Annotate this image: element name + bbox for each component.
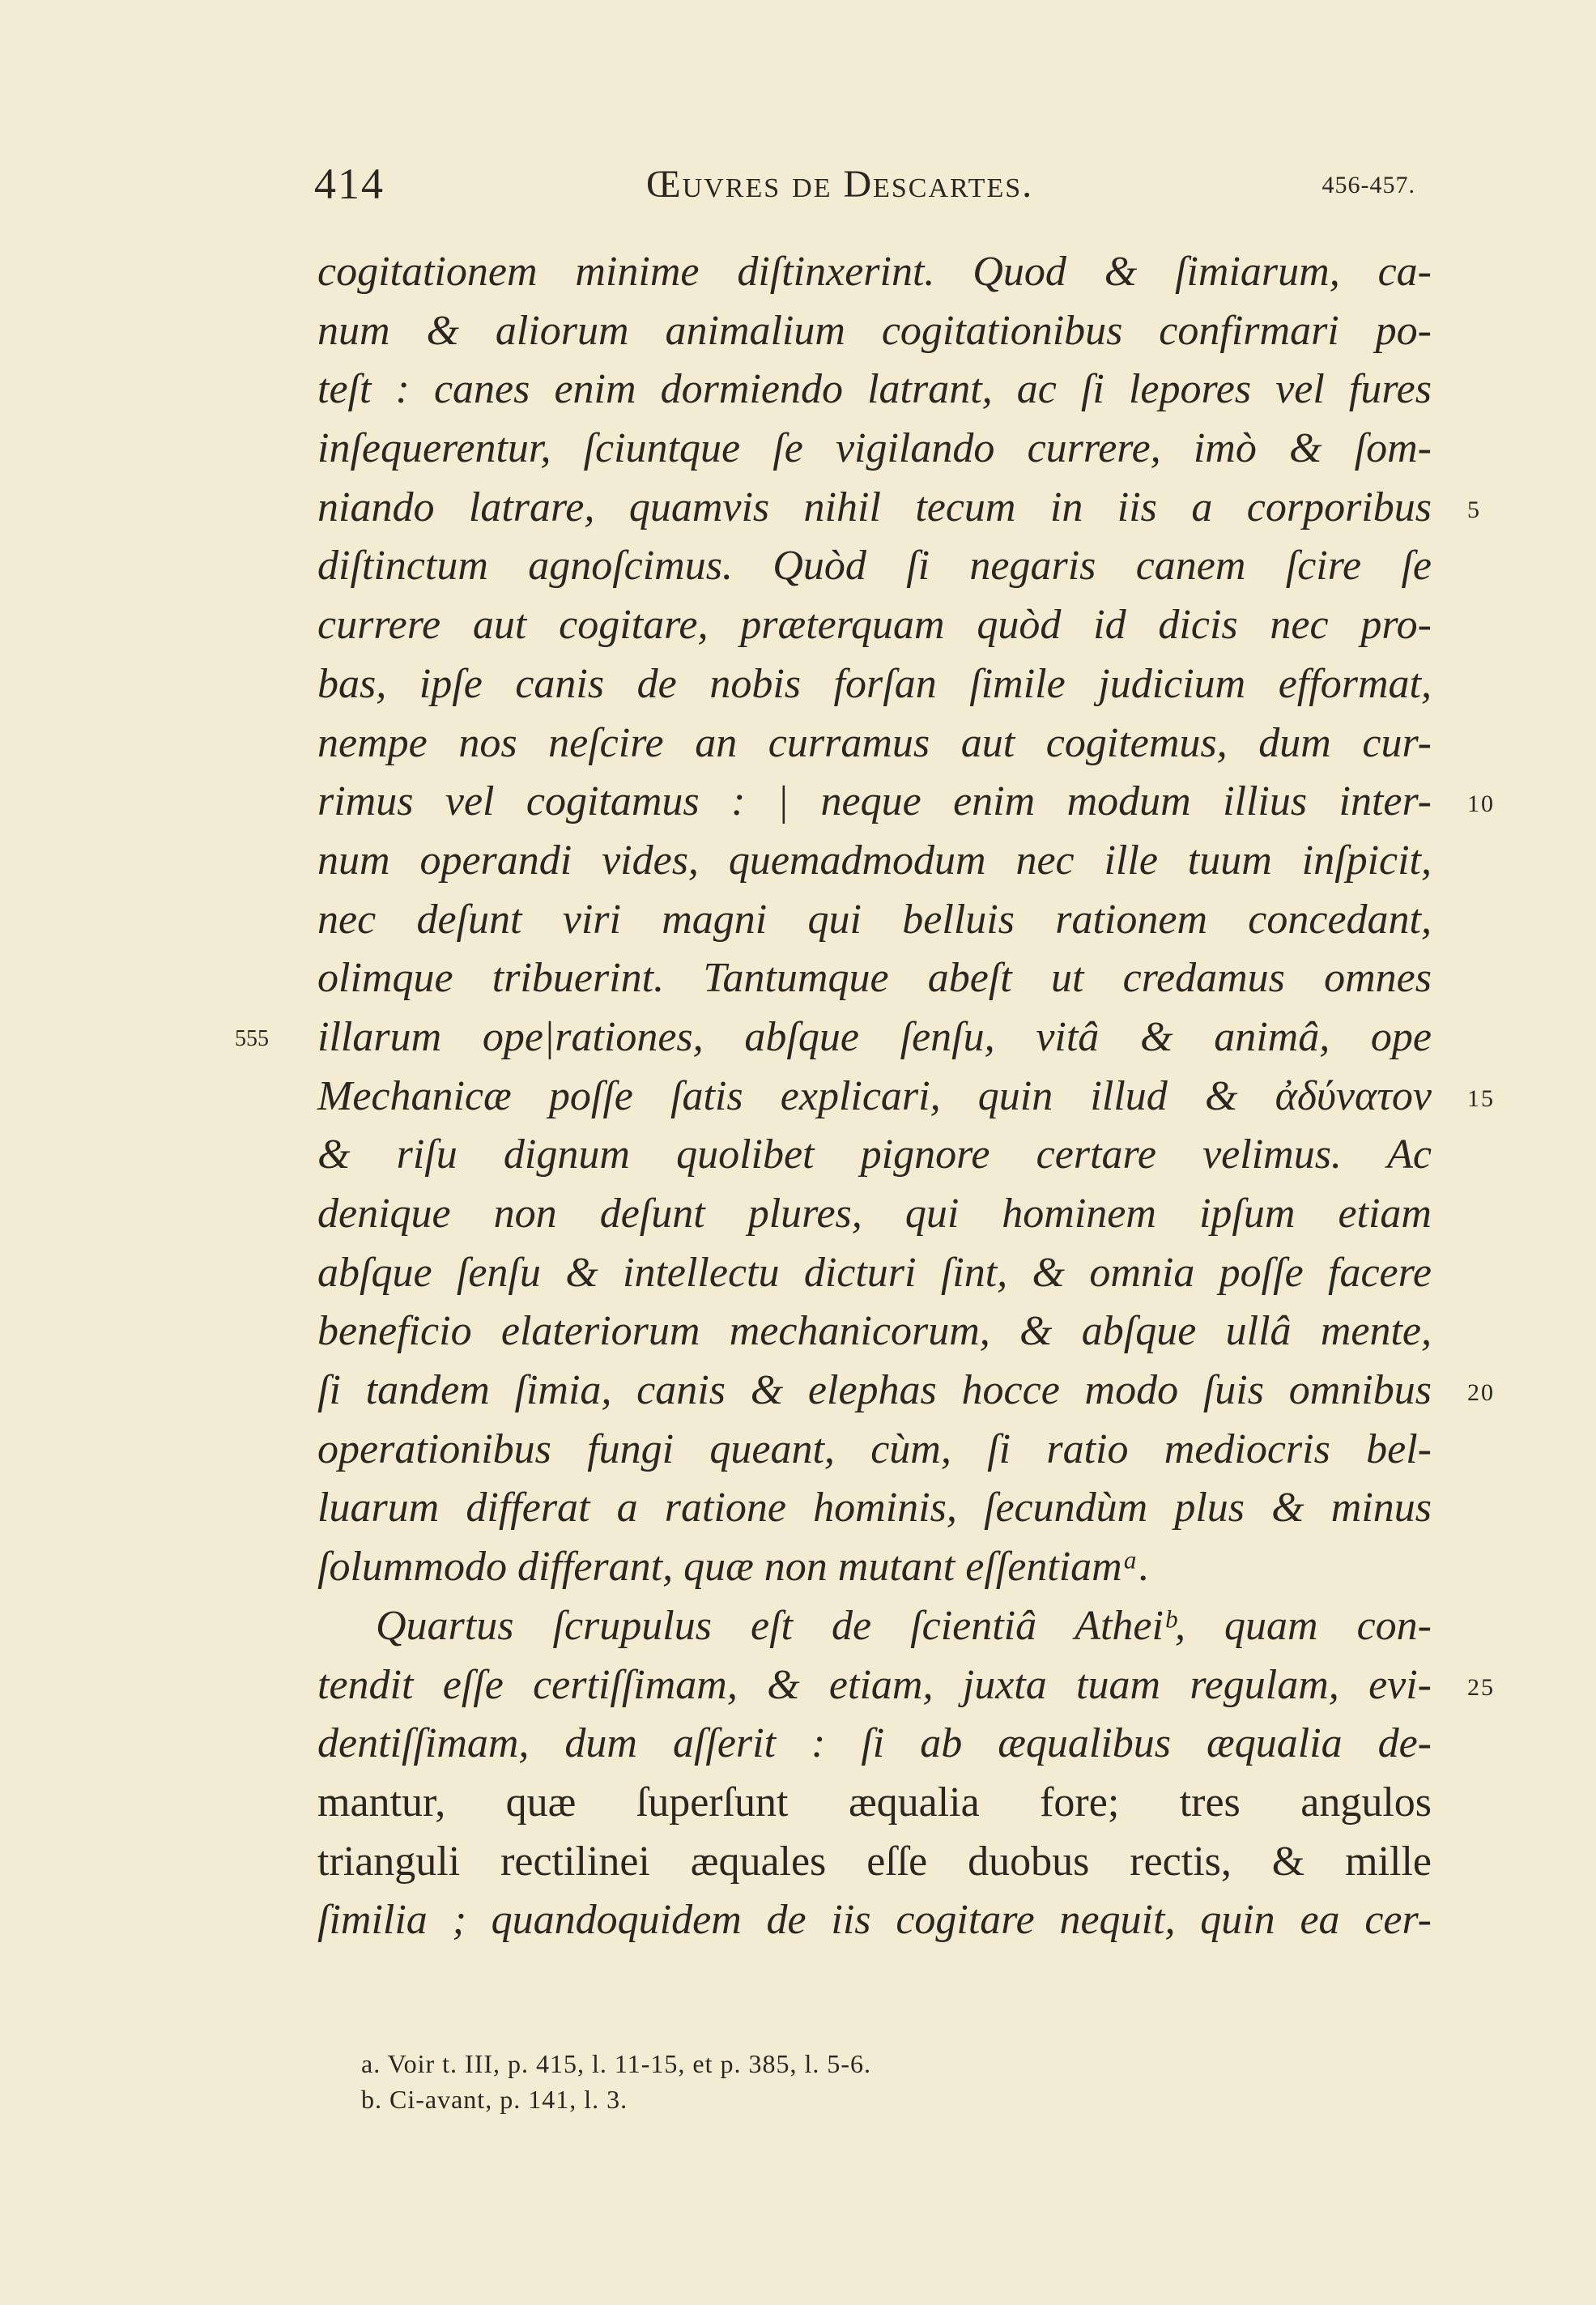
line-number: 5 <box>1467 496 1481 523</box>
page-number: 414 <box>314 160 385 208</box>
text-line: Quartus ſcrupulus eſt de ſcientiâ Atheiᵇ, quam con- <box>376 1602 1432 1649</box>
text-line: operationibus fungi queant, cùm, ſi ratio mediocris bel- <box>317 1425 1432 1472</box>
text-line: bas, ipſe canis de nobis forſan ſimile judicium efformat, <box>317 660 1432 707</box>
line-number: 15 <box>1467 1084 1495 1112</box>
text-line: inſequerentur, ſciuntque ſe vigilando currere, imò & ſom- <box>317 425 1432 472</box>
text-line: Mechanicæ poſſe ſatis explicari, quin illud & ἀδύνατον <box>317 1072 1432 1119</box>
text-line: abſque ſenſu & intellectu dicturi ſint, & omnia poſſe facere <box>317 1249 1432 1296</box>
main-text <box>317 243 1432 1950</box>
page-range: 456-457. <box>1321 172 1415 198</box>
line-number: 25 <box>1467 1673 1495 1701</box>
text-line: num operandi vides, quemadmodum nec ille tuum inſpicit, <box>317 837 1432 884</box>
text-line: trianguli rectilinei æquales eſſe duobus rectis, & mille <box>317 1838 1432 1885</box>
line-number: 10 <box>1467 790 1495 818</box>
text-line: teſt : canes enim dormiendo latrant, ac ſi lepores vel fures <box>317 366 1432 413</box>
text-line: tendit eſſe certiſſimam, & etiam, juxta tuam regulam, evi- <box>317 1661 1432 1708</box>
text-line: currere aut cogitare, præterquam quòd id dicis nec pro- <box>317 602 1432 649</box>
text-line: niando latrare, quamvis nihil tecum in iis a corporibus <box>317 484 1432 530</box>
running-header <box>314 159 1415 215</box>
text-line: num & aliorum animalium cogitationibus confirmari po- <box>317 307 1432 354</box>
line-number: 20 <box>1467 1379 1495 1407</box>
text-line: ſi tandem ſimia, canis & elephas hocce modo ſuis omnibus <box>317 1367 1432 1414</box>
text-line: olimque tribuerint. Tantumque abeſt ut credamus omnes <box>317 955 1432 1002</box>
footnotes <box>361 2046 1414 2117</box>
text-line: diſtinctum agnoſcimus. Quòd ſi negaris canem ſcire ſe <box>317 543 1432 590</box>
text-line: denique non deſunt plures, qui hominem ipſum etiam <box>317 1191 1432 1237</box>
text-line: ſimilia ; quandoquidem de iis cogitare nequit, quin ea cer- <box>317 1897 1432 1944</box>
text-line: beneficio elateriorum mechanicorum, & abſque ullâ mente, <box>317 1308 1432 1355</box>
running-title: Œuvres de Descartes. <box>646 163 1034 206</box>
margin-page-reference: 555 <box>235 1026 269 1052</box>
text-line: illarum ope|rationes, abſque ſenſu, vitâ & animâ, ope <box>317 1013 1432 1060</box>
text-line: cogitationem minime diſtinxerint. Quod & ſimiarum, ca- <box>317 249 1432 295</box>
text-line: & riſu dignum quolibet pignore certare velimus. Ac <box>317 1131 1432 1178</box>
text-line: ſolummodo differant, quæ non mutant eſſentiamᵃ. <box>317 1544 1150 1591</box>
footnote: b. Ci-avant, p. 141, l. 3. <box>361 2085 628 2114</box>
text-line: nec deſunt viri magni qui belluis rationem concedant, <box>317 896 1432 943</box>
text-line: nempe nos neſcire an curramus aut cogitemus, dum cur- <box>317 719 1432 766</box>
footnote: a. Voir t. III, p. 415, l. 11-15, et p. 385, l. 5-6. <box>361 2049 872 2078</box>
text-line: dentiſſimam, dum aſſerit : ſi ab æqualibus æqualia de- <box>317 1720 1432 1767</box>
text-line: mantur, quæ ſuperſunt æqualia fore; tres angulos <box>317 1779 1432 1826</box>
text-line: luarum differat a ratione hominis, ſecundùm plus & minus <box>317 1485 1432 1532</box>
text-line: rimus vel cogitamus : | neque enim modum illius inter- <box>317 778 1432 825</box>
